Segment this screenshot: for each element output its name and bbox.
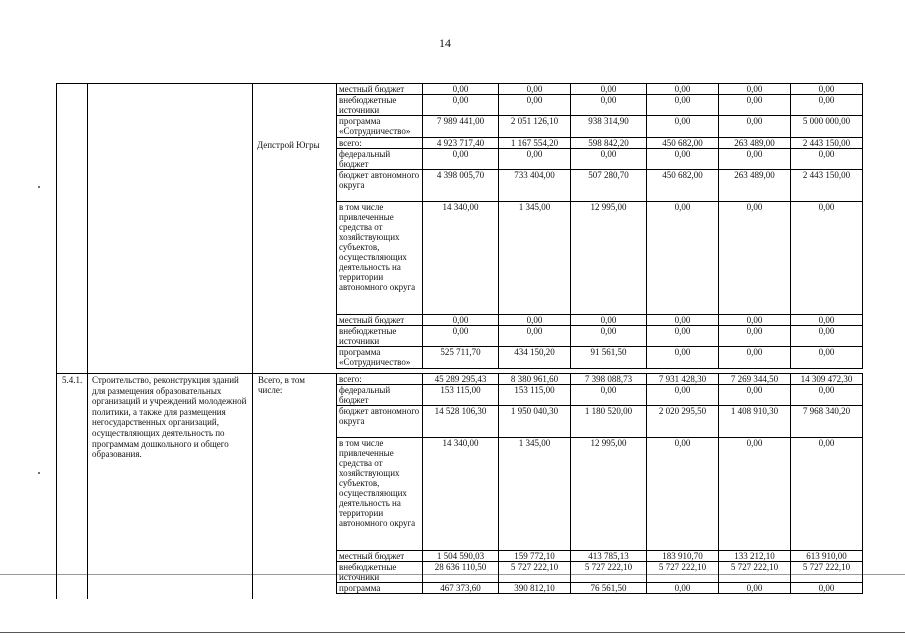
value-cell: 613 910,00 (791, 551, 863, 562)
value-cell: 183 910,70 (647, 551, 719, 562)
table-row (337, 385, 863, 406)
row-label: федеральный бюджет (337, 149, 423, 170)
table-row (337, 326, 863, 347)
table-row (337, 202, 863, 315)
value-cell: 2 443 150,00 (791, 138, 863, 149)
value-cell: 0,00 (647, 583, 719, 594)
value-cell: 0,00 (499, 326, 571, 347)
table-row (337, 374, 863, 385)
value-cell: 1 167 554,20 (499, 138, 571, 149)
value-cell: 0,00 (571, 385, 647, 406)
value-cell: 390 812,10 (499, 583, 571, 594)
value-cell: 0,00 (791, 385, 863, 406)
value-cell: 0,00 (791, 149, 863, 170)
value-cell: 1 180 520,00 (571, 406, 647, 438)
table-row (337, 315, 863, 326)
value-cell: 0,00 (719, 438, 791, 551)
value-cell: 0,00 (423, 84, 499, 95)
value-cell: 7 968 340,20 (791, 406, 863, 438)
table-row (337, 562, 863, 583)
value-cell: 7 269 344,50 (719, 374, 791, 385)
value-cell: 14 340,00 (423, 438, 499, 551)
value-cell: 45 289 295,43 (423, 374, 499, 385)
value-cell: 450 682,00 (647, 170, 719, 202)
value-cell: 5 727 222,10 (499, 562, 571, 583)
column-divider (87, 374, 88, 599)
value-cell: 0,00 (719, 116, 791, 138)
row-label: местный бюджет (337, 315, 423, 326)
value-cell: 0,00 (791, 326, 863, 347)
table-row (337, 551, 863, 562)
value-cell: 0,00 (719, 315, 791, 326)
value-cell: 0,00 (791, 95, 863, 116)
value-cell: 2 443 150,00 (791, 170, 863, 202)
row-label: внебюджетные источники (337, 326, 423, 347)
value-cell: 5 727 222,10 (791, 562, 863, 583)
value-cell: 0,00 (571, 315, 647, 326)
value-cell: 434 150,20 (499, 347, 571, 369)
table-row (337, 406, 863, 438)
row-label: бюджет автономного округа (337, 170, 423, 202)
value-cell: 0,00 (499, 95, 571, 116)
value-cell: 8 380 961,60 (499, 374, 571, 385)
value-cell: 0,00 (647, 315, 719, 326)
table-row (337, 138, 863, 149)
table-row (337, 438, 863, 551)
value-cell: 91 561,50 (571, 347, 647, 369)
item-number: 5.4.1. (62, 375, 83, 385)
value-cell: 0,00 (571, 95, 647, 116)
value-cell: 2 020 295,50 (647, 406, 719, 438)
value-cell: 153 115,00 (499, 385, 571, 406)
value-cell: 0,00 (499, 84, 571, 95)
row-label: всего: (337, 138, 423, 149)
value-cell: 0,00 (423, 149, 499, 170)
value-cell: 0,00 (647, 84, 719, 95)
column-divider (87, 84, 88, 374)
value-cell: 0,00 (571, 149, 647, 170)
value-cell: 159 772,10 (499, 551, 571, 562)
page-number: 14 (439, 36, 451, 50)
value-cell: 4 398 005,70 (423, 170, 499, 202)
value-cell: 525 711,70 (423, 347, 499, 369)
value-cell: 467 373,60 (423, 583, 499, 594)
value-cell: 1 408 910,30 (719, 406, 791, 438)
value-cell: 0,00 (499, 149, 571, 170)
row-label: местный бюджет (337, 551, 423, 562)
value-cell: 263 489,00 (719, 138, 791, 149)
row-label: бюджет автономного округа (337, 406, 423, 438)
table-row (337, 170, 863, 202)
value-cell: 0,00 (423, 95, 499, 116)
value-cell: 0,00 (719, 347, 791, 369)
row-label: программа «Сотрудничество» (337, 116, 423, 138)
row-label: внебюджетные источники (337, 95, 423, 116)
value-cell: 413 785,13 (571, 551, 647, 562)
value-cell: 450 682,00 (647, 138, 719, 149)
value-cell: 4 923 717,40 (423, 138, 499, 149)
budget-table-item (336, 373, 863, 594)
column-divider (252, 84, 253, 374)
value-cell: 938 314,90 (571, 116, 647, 138)
scan-dot (38, 186, 40, 188)
value-cell: 0,00 (571, 326, 647, 347)
table-row (337, 116, 863, 138)
table-row (337, 149, 863, 170)
value-cell: 5 727 222,10 (647, 562, 719, 583)
scan-dot (38, 472, 40, 474)
value-cell: 0,00 (719, 326, 791, 347)
value-cell: 153 115,00 (423, 385, 499, 406)
organization-name: Депстрой Югры (257, 140, 320, 150)
value-cell: 14 309 472,30 (791, 374, 863, 385)
value-cell: 0,00 (791, 583, 863, 594)
row-label: в том числе привлеченные средства от хозяйствующих субъектов, осуществляющих деятельность на территории автономного округа (337, 202, 423, 315)
value-cell: 0,00 (719, 95, 791, 116)
value-cell: 0,00 (647, 202, 719, 315)
value-cell: 0,00 (719, 202, 791, 315)
value-cell: 76 561,50 (571, 583, 647, 594)
value-cell: 0,00 (423, 326, 499, 347)
table-row (337, 95, 863, 116)
row-label: всего: (337, 374, 423, 385)
value-cell: 1 345,00 (499, 438, 571, 551)
value-cell: 12 995,00 (571, 438, 647, 551)
value-cell: 7 931 428,30 (647, 374, 719, 385)
value-cell: 0,00 (647, 149, 719, 170)
value-cell: 14 528 106,30 (423, 406, 499, 438)
value-cell: 0,00 (719, 385, 791, 406)
row-label: в том числе привлеченные средства от хозяйствующих субъектов, осуществляющих деятельность на территории автономного округа (337, 438, 423, 551)
value-cell: 5 727 222,10 (571, 562, 647, 583)
value-cell: 0,00 (719, 149, 791, 170)
budget-table-part1 (336, 83, 863, 369)
value-cell: 598 842,20 (571, 138, 647, 149)
value-cell: 133 212,10 (719, 551, 791, 562)
value-cell: 2 051 126,10 (499, 116, 571, 138)
item-description: Строительство, реконструкция зданий для размещения образовательных организаций и учреждений молодежной политики, а также для размещения негосударственных организаций, осуществляющих деятельность по программам дошкольного и общего образования. (92, 375, 247, 460)
value-cell: 1 345,00 (499, 202, 571, 315)
row-label: внебюджетные источники (337, 562, 423, 583)
value-cell: 507 280,70 (571, 170, 647, 202)
value-cell: 0,00 (499, 315, 571, 326)
row-label: программа «Сотрудничество» (337, 347, 423, 369)
value-cell: 1 950 040,30 (499, 406, 571, 438)
value-cell: 5 727 222,10 (719, 562, 791, 583)
value-cell: 14 340,00 (423, 202, 499, 315)
value-cell: 0,00 (647, 347, 719, 369)
value-cell: 0,00 (719, 84, 791, 95)
value-cell: 0,00 (647, 326, 719, 347)
value-cell: 0,00 (647, 385, 719, 406)
value-cell: 7 398 088,73 (571, 374, 647, 385)
value-cell: 0,00 (571, 84, 647, 95)
value-cell: 0,00 (647, 95, 719, 116)
table-row (337, 347, 863, 369)
value-cell: 5 000 000,00 (791, 116, 863, 138)
column-divider (252, 374, 253, 599)
value-cell: 0,00 (423, 315, 499, 326)
value-cell: 0,00 (791, 315, 863, 326)
value-cell: 12 995,00 (571, 202, 647, 315)
value-cell: 0,00 (791, 347, 863, 369)
value-cell: 0,00 (647, 438, 719, 551)
row-label: программа (337, 583, 423, 594)
value-cell: 0,00 (791, 84, 863, 95)
value-cell: 0,00 (791, 202, 863, 315)
value-cell: 1 504 590,03 (423, 551, 499, 562)
value-cell: 263 489,00 (719, 170, 791, 202)
table-row (337, 583, 863, 594)
scan-line (0, 632, 905, 633)
value-cell: 0,00 (791, 438, 863, 551)
item-total-label: Всего, в том числе: (258, 375, 305, 395)
value-cell: 28 636 110,50 (423, 562, 499, 583)
value-cell: 733 404,00 (499, 170, 571, 202)
row-label: местный бюджет (337, 84, 423, 95)
value-cell: 7 989 441,00 (423, 116, 499, 138)
table-row (337, 84, 863, 95)
row-label: федеральный бюджет (337, 385, 423, 406)
value-cell: 0,00 (719, 583, 791, 594)
value-cell: 0,00 (647, 116, 719, 138)
